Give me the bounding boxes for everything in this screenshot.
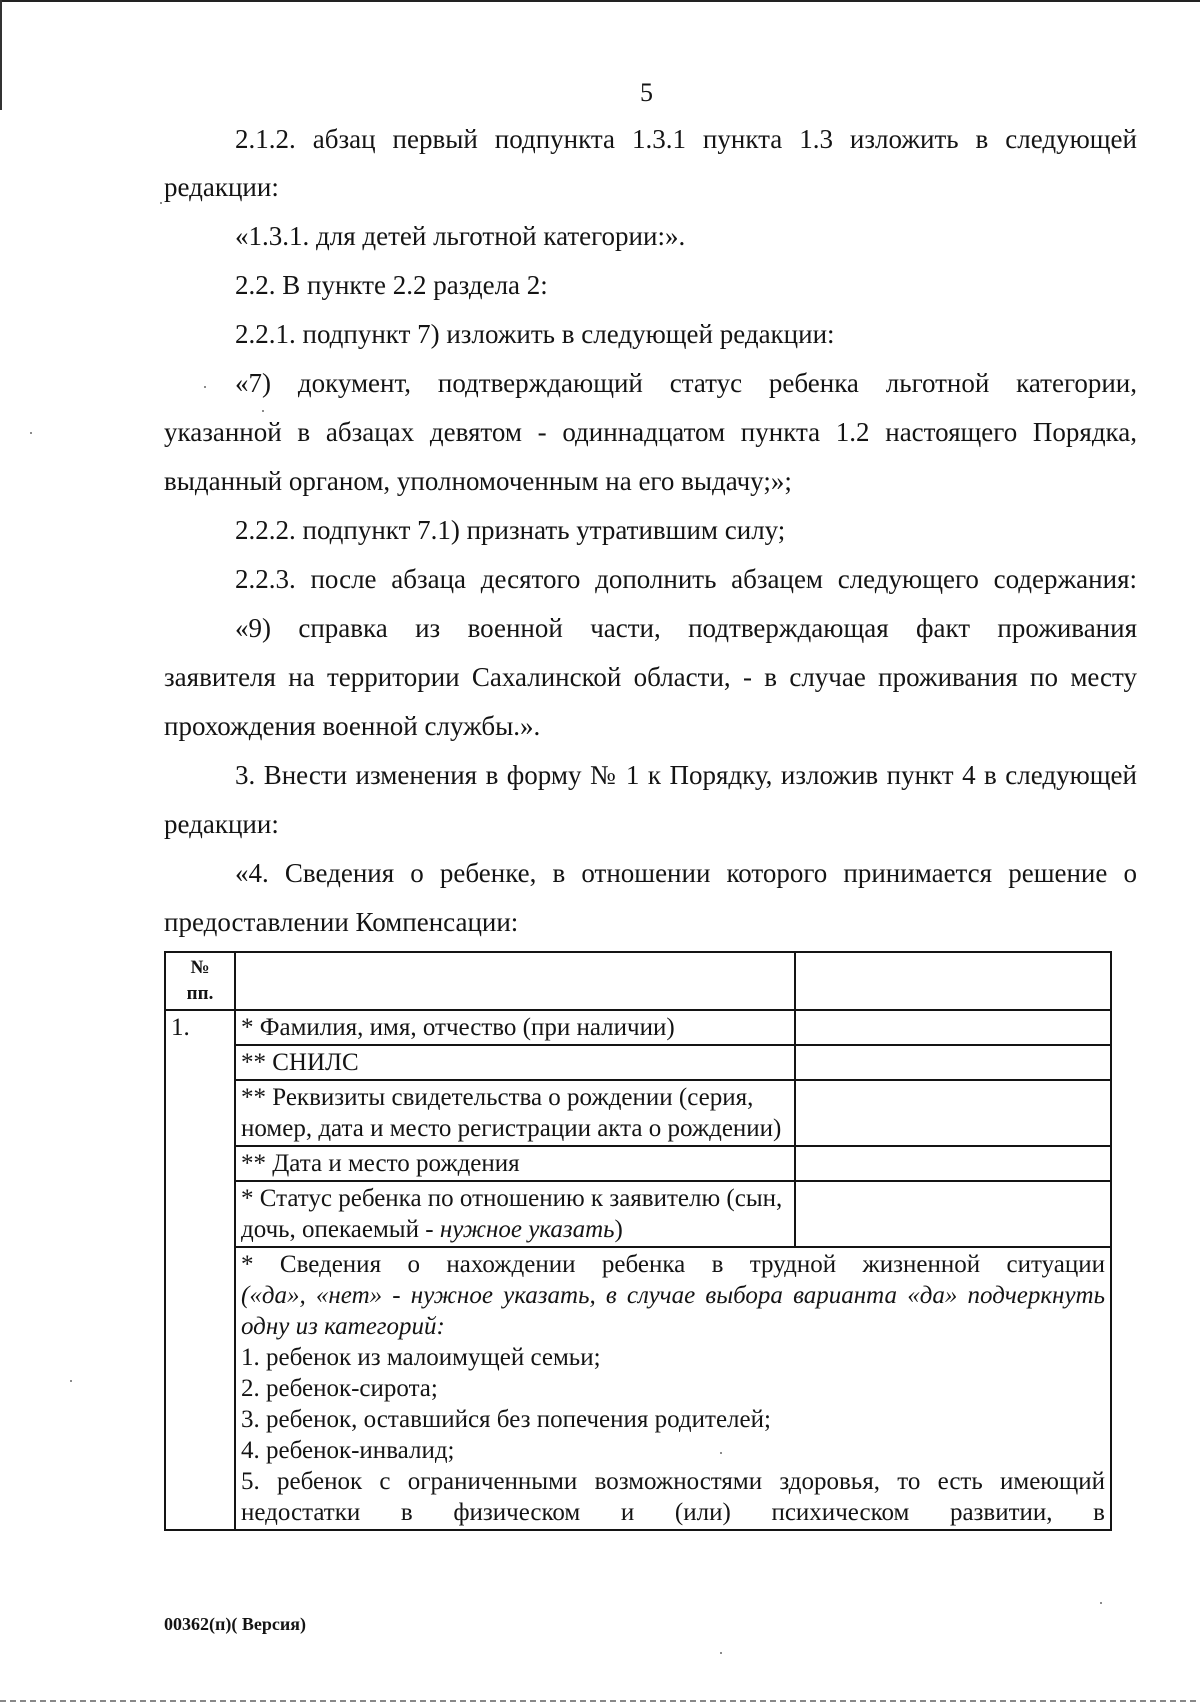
table-row [165, 1010, 1111, 1045]
scan-speck [262, 410, 264, 412]
scan-speck [70, 1380, 72, 1382]
header-empty-cell [795, 952, 1111, 1010]
field-label-full-name: * Фамилия, имя, отчество (при наличии) [235, 1010, 795, 1045]
situation-category: 2. ребенок-сирота; [241, 1375, 438, 1402]
scan-edge [0, 1700, 1200, 1702]
field-value-cell [795, 1080, 1111, 1146]
paragraph-line: 2.2. В пункте 2.2 раздела 2: [235, 270, 548, 300]
scan-edge [0, 0, 2, 110]
situation-intro: * Сведения о нахождении ребенка в трудной жизненной ситуации [241, 1251, 1105, 1278]
status-italic-hint: нужное указать [439, 1216, 615, 1243]
field-label-snils: ** СНИЛС [235, 1045, 795, 1080]
field-value-cell [795, 1045, 1111, 1080]
scan-speck [160, 202, 162, 204]
paragraph-line: 2.2.3. после абзаца десятого дополнить абзацем следующего содержания: [235, 564, 1137, 594]
situation-category: 4. ребенок-инвалид; [241, 1437, 455, 1464]
paragraph-line: редакции: [164, 809, 279, 839]
table-row [165, 1247, 1111, 1530]
situation-category: 3. ребенок, оставшийся без попечения родителей; [241, 1406, 771, 1433]
header-number-symbol: № [190, 957, 210, 978]
table-row [165, 1080, 1111, 1146]
situation-intro-hint: («да», «нет» - нужное указать, в случае выбора варианта «да» подчеркнуть одну из категорий: [241, 1282, 1105, 1340]
field-value-cell [795, 1146, 1111, 1181]
table-row [165, 1181, 1111, 1247]
situation-category: 5. ребенок с ограниченными возможностями здоровья, то есть имеющий недостатки в физическом и (или) психическом развитии, в [241, 1468, 1105, 1526]
paragraph-line: прохождения военной службы.». [164, 711, 541, 741]
table-row [165, 1045, 1111, 1080]
paragraph-line: 2.1.2. абзац первый подпункта 1.3.1 пункта 1.3 изложить в следующей [235, 124, 1137, 154]
child-info-table [164, 951, 1112, 1531]
paragraph-line: «1.3.1. для детей льготной категории:». [235, 221, 686, 251]
paragraph-line: 2.2.1. подпункт 7) изложить в следующей редакции: [235, 319, 835, 349]
paragraph-line: заявителя на территории Сахалинской области, - в случае проживания по месту [164, 662, 1137, 692]
paragraph-line: «4. Сведения о ребенке, в отношении которого принимается решение о [235, 858, 1137, 888]
paragraph-line: предоставлении Компенсации: [164, 907, 519, 937]
scan-speck [1100, 1602, 1102, 1604]
field-label-birth-certificate: ** Реквизиты свидетельства о рождении (серия, номер, дата и место регистрации акта о рождении) [235, 1080, 795, 1146]
paragraph-line: указанной в абзацах девятом - одиннадцатом пункта 1.2 настоящего Порядка, [164, 417, 1137, 447]
scan-speck [720, 1452, 722, 1454]
paragraph-line: редакции: [164, 172, 279, 202]
page-number: 5 [640, 78, 653, 107]
paragraph-line: выданный органом, уполномоченным на его выдачу;»; [164, 466, 792, 496]
paragraph-line: 2.2.2. подпункт 7.1) признать утратившим силу; [235, 515, 786, 545]
field-value-cell [795, 1181, 1111, 1247]
table-row [165, 1146, 1111, 1181]
field-label-child-status [235, 1181, 795, 1247]
paragraph-line: «7) документ, подтверждающий статус ребенка льготной категории, [235, 368, 1137, 398]
document-code: 00362(п)( Версия) [164, 1614, 306, 1634]
scan-edge [0, 0, 1200, 2]
scan-speck [204, 386, 206, 388]
paragraph-line: «9) справка из военной части, подтверждающая факт проживания [235, 613, 1137, 643]
situation-category: 1. ребенок из малоимущей семьи; [241, 1344, 601, 1371]
status-close-paren: ) [614, 1216, 623, 1243]
difficult-situation-cell [235, 1247, 1111, 1530]
scan-speck [30, 432, 32, 434]
paragraph-line: 3. Внести изменения в форму № 1 к Порядку, изложив пункт 4 в следующей [235, 760, 1137, 790]
field-label-birth-date-place: ** Дата и место рождения [235, 1146, 795, 1181]
scan-speck [720, 1652, 722, 1654]
status-text: * Статус ребенка по отношению к заявителю (сын, дочь, опекаемый - [241, 1185, 783, 1243]
row-number-cell: 1. [165, 1010, 235, 1530]
field-value-cell [795, 1010, 1111, 1045]
header-empty-cell [235, 952, 795, 1010]
header-number-cell [165, 952, 235, 1010]
table-header-row [165, 952, 1111, 1010]
header-number-abbr: пп. [186, 983, 214, 1004]
